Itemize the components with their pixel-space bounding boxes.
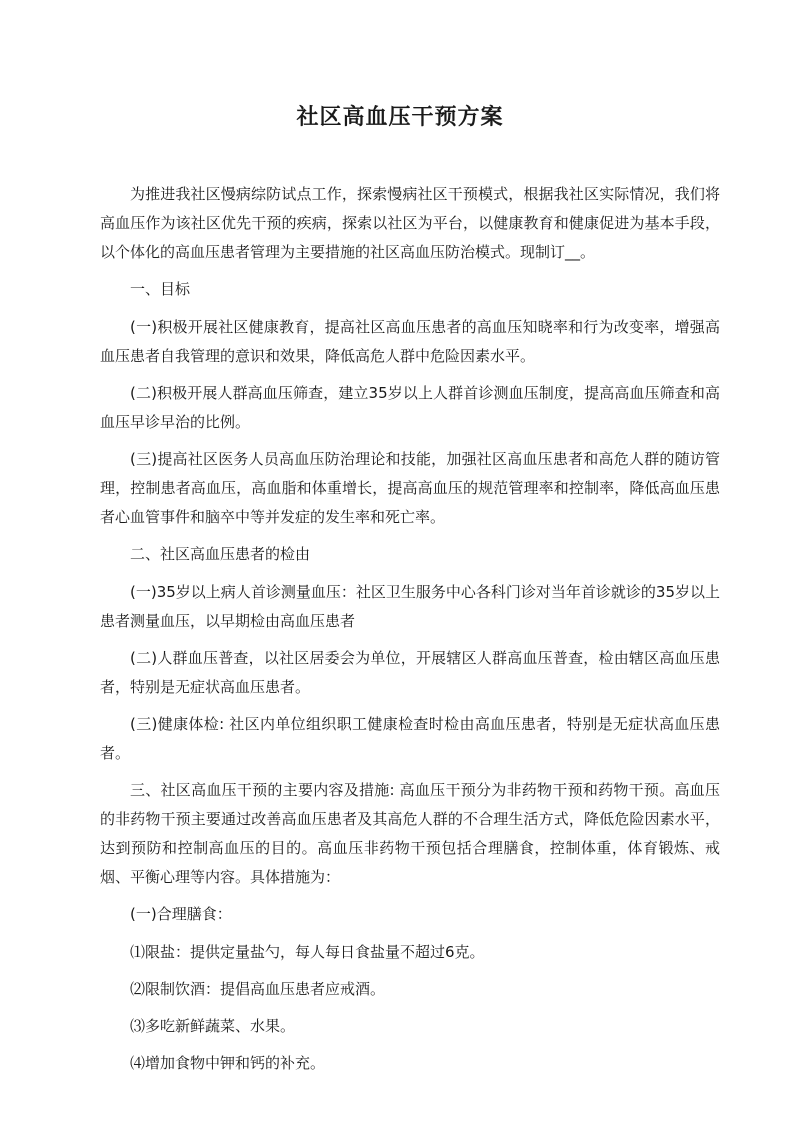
detection-item-3: (三)健康体检: 社区内单位组织职工健康检查时检由高血压患者，特别是无症状高血压患者。 (100, 715, 720, 762)
document-body (100, 180, 720, 1086)
goal-item-3: (三)提高社区医务人员高血压防治理论和技能，加强社区高血压患者和高危人群的随访管理，控制患者高血压，高血脂和体重增长，提高高血压的规范管理率和控制率，降低高血压患者心血管事件和脑卒中等并发症的发生率和死亡率。 (100, 450, 720, 526)
diet-item-3: ⑶多吃新鲜蔬菜、水果。 (130, 1017, 296, 1035)
goal-item-2: (二)积极开展人群高血压筛查，建立35岁以上人群首诊测血压制度，提高高血压筛查和高血压早诊早治的比例。 (100, 384, 720, 431)
detection-item-2: (二)人群血压普查，以社区居委会为单位，开展辖区人群高血压普查，检由辖区高血压患者，特别是无症状高血压患者。 (100, 649, 720, 696)
detection-item-1: (一)35岁以上病人首诊测量血压：社区卫生服务中心各科门诊对当年首诊就诊的35岁以上患者测量血压，以早期检由高血压患者 (100, 583, 720, 630)
subsection-heading-diet: (一)合理膳食： (130, 905, 232, 923)
section-heading-intervention: 三、社区高血压干预的主要内容及措施: 高血压干预分为非药物干预和药物干预。高血压的非药物干预主要通过改善高血压患者及其高危人群的不合理生活方式，降低危险因素水平，达到预防和控制高血压的目的。高血压非药物干预包括合理膳食，控制体重，体育锻炼、戒烟、平衡心理等内容。具体措施为： (100, 781, 720, 886)
diet-item-1: ⑴限盐：提供定量盐勺，每人每日食盐量不超过6克。 (130, 943, 485, 961)
diet-item-4: ⑷增加食物中钾和钙的补充。 (130, 1054, 326, 1072)
section-heading-detection: 二、社区高血压患者的检由 (130, 545, 311, 563)
document-title: 社区高血压干预方案 (296, 105, 504, 130)
goal-item-1: (一)积极开展社区健康教育，提高社区高血压患者的高血压知晓率和行为改变率，增强高血压患者自我管理的意识和效果，降低高危人群中危险因素水平。 (100, 318, 720, 365)
intro-paragraph: 为推进我社区慢病综防试点工作，探索慢病社区干预模式，根据我社区实际情况，我们将高血压作为该社区优先干预的疾病，探索以社区为平台，以健康教育和健康促进为基本手段，以个体化的高血压患者管理为主要措施的社区高血压防治模式。现制订__。 (100, 185, 720, 261)
diet-item-2: ⑵限制饮酒：提倡高血压患者应戒酒。 (130, 980, 386, 998)
section-heading-goals: 一、目标 (130, 280, 191, 298)
